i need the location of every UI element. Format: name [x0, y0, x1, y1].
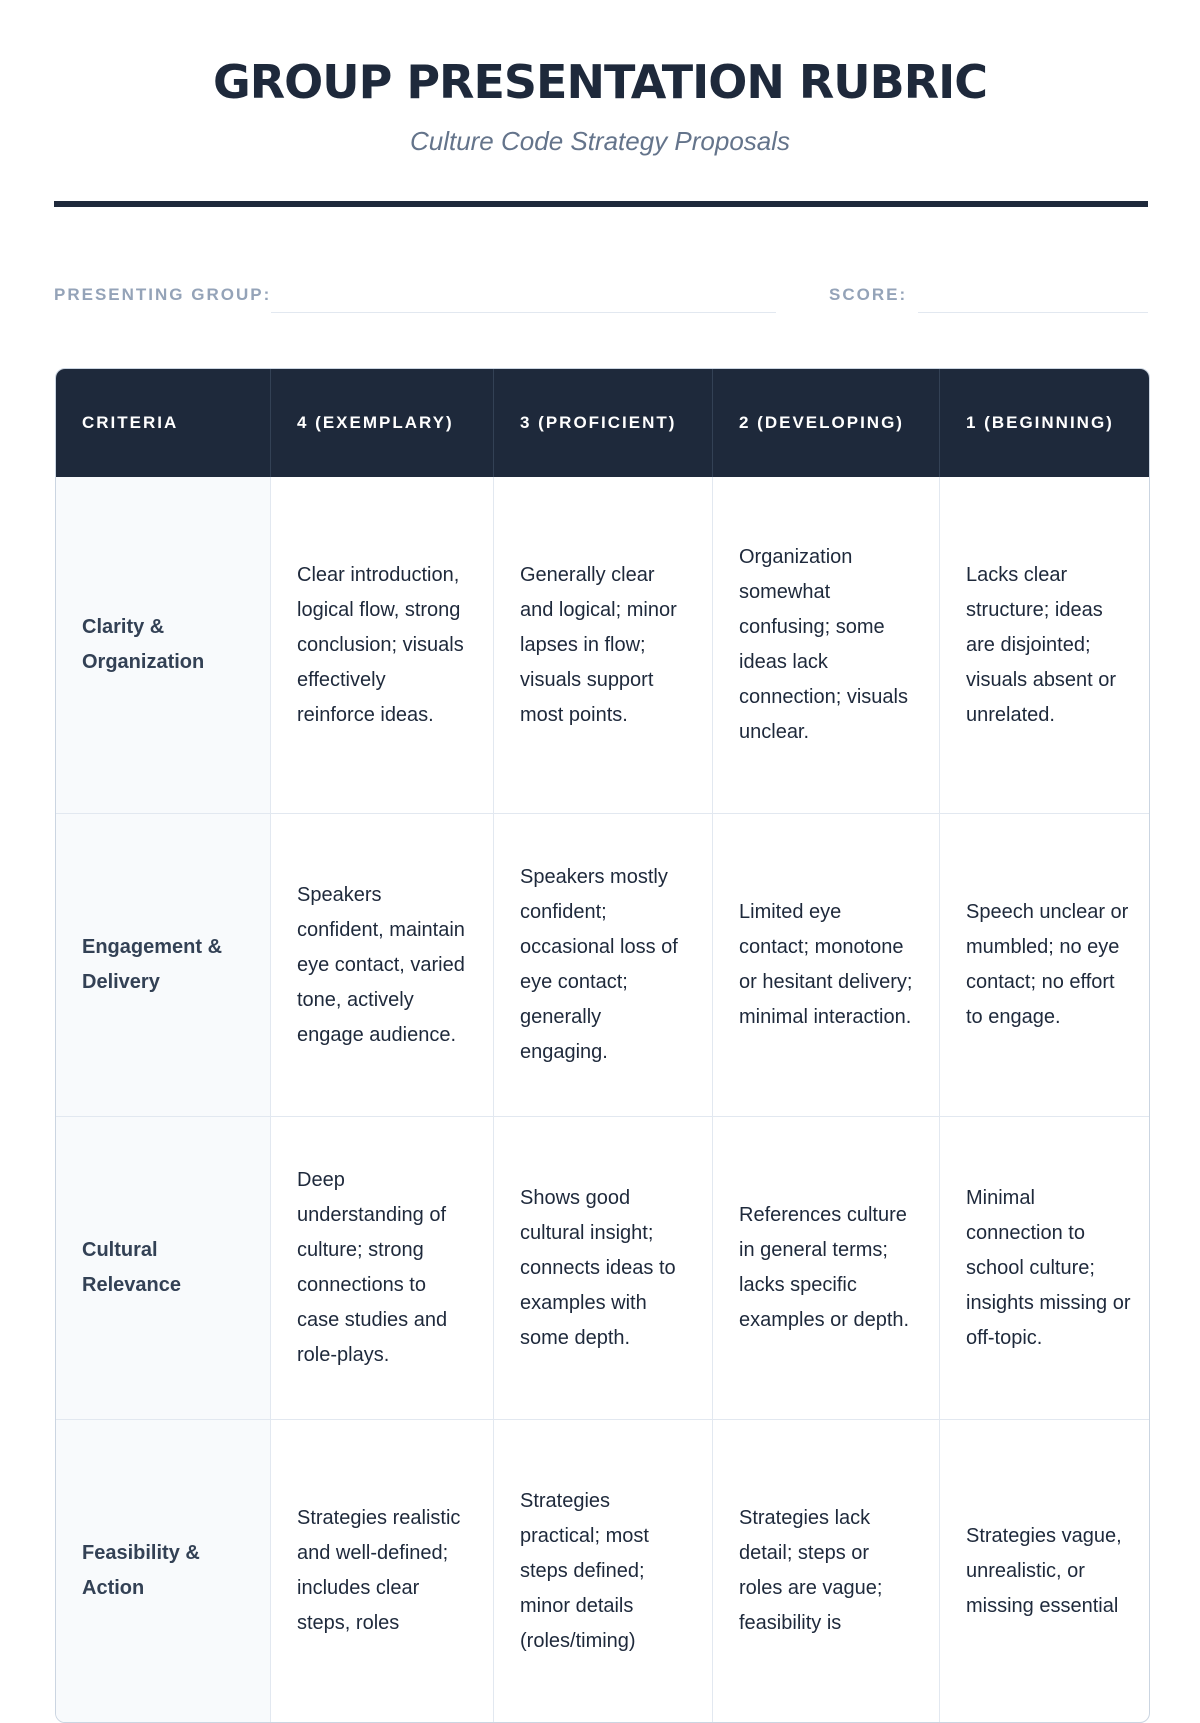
descriptor-cell: Strategies practical; most steps defined; minor details (roles/timing): [494, 1419, 713, 1722]
descriptor-cell: Speech unclear or mumbled; no eye contact; no effort to engage.: [940, 813, 1149, 1116]
table-row: [56, 1419, 1149, 1722]
descriptor-cell: Speakers mostly confident; occasional loss of eye contact; generally engaging.: [494, 813, 713, 1116]
criteria-cell: Clarity & Organization: [56, 477, 271, 813]
descriptor-cell: Minimal connection to school culture; insights missing or off-topic.: [940, 1116, 1149, 1419]
score-input-line[interactable]: [918, 312, 1148, 313]
table-row: [56, 813, 1149, 1116]
rubric-table: [55, 368, 1150, 1723]
descriptor-cell: Strategies realistic and well-defined; includes clear steps, roles: [271, 1419, 494, 1722]
descriptor-cell: Deep understanding of culture; strong connections to case studies and role-plays.: [271, 1116, 494, 1419]
page-title: GROUP PRESENTATION RUBRIC: [212, 55, 988, 109]
table-header-row: [56, 369, 1149, 477]
presenting-group-label: PRESENTING GROUP:: [54, 285, 272, 304]
header-divider: [54, 201, 1148, 207]
descriptor-cell: Shows good cultural insight; connects ideas to examples with some depth.: [494, 1116, 713, 1419]
column-header-exemplary: 4 (EXEMPLARY): [271, 369, 494, 477]
column-header-proficient: 3 (PROFICIENT): [494, 369, 713, 477]
criteria-cell: Cultural Relevance: [56, 1116, 271, 1419]
descriptor-cell: Strategies vague, unrealistic, or missing essential: [940, 1419, 1149, 1722]
page-subtitle: Culture Code Strategy Proposals: [409, 126, 791, 156]
column-header-developing: 2 (DEVELOPING): [713, 369, 940, 477]
descriptor-cell: Generally clear and logical; minor lapses in flow; visuals support most points.: [494, 477, 713, 813]
presenting-group-input-line[interactable]: [271, 312, 776, 313]
descriptor-cell: Limited eye contact; monotone or hesitant delivery; minimal interaction.: [713, 813, 940, 1116]
criteria-cell: Engagement & Delivery: [56, 813, 271, 1116]
descriptor-cell: Speakers confident, maintain eye contact, varied tone, actively engage audience.: [271, 813, 494, 1116]
column-header-beginning: 1 (BEGINNING): [940, 369, 1149, 477]
descriptor-cell: References culture in general terms; lacks specific examples or depth.: [713, 1116, 940, 1419]
table-row: [56, 1116, 1149, 1419]
table-row: [56, 477, 1149, 813]
descriptor-cell: Lacks clear structure; ideas are disjointed; visuals absent or unrelated.: [966, 563, 1117, 726]
column-header-criteria: CRITERIA: [56, 369, 271, 477]
criteria-cell: Feasibility & Action: [56, 1419, 271, 1722]
descriptor-cell: Strategies lack detail; steps or roles are vague; feasibility is: [713, 1419, 940, 1722]
descriptor-cell: Organization somewhat confusing; some ideas lack connection; visuals unclear.: [713, 477, 940, 813]
score-label: SCORE:: [829, 285, 908, 304]
descriptor-cell: Clear introduction, logical flow, strong conclusion; visuals effectively reinforce ideas.: [271, 477, 494, 813]
